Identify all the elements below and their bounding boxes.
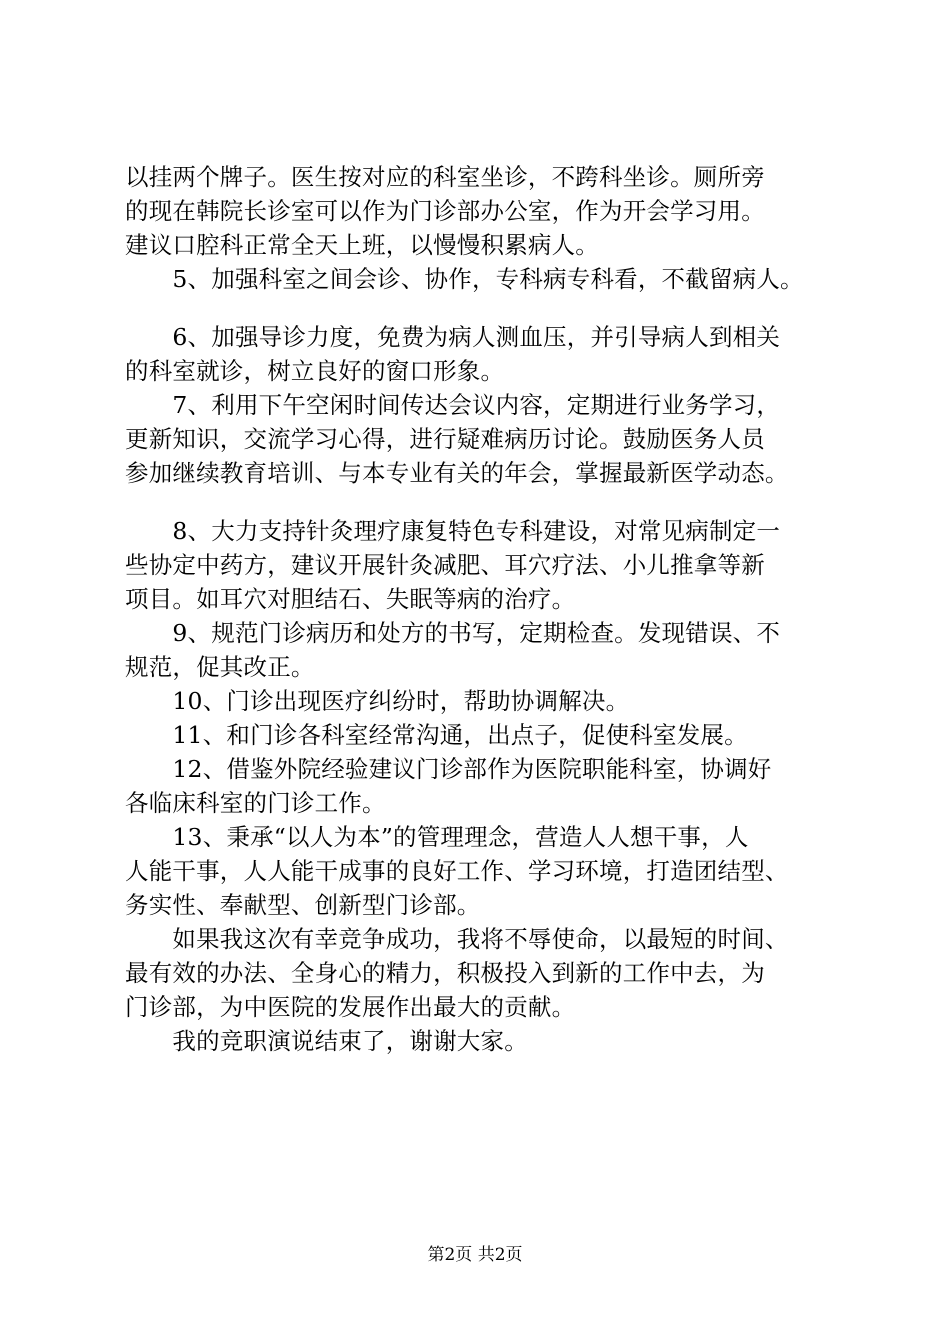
paragraph-gap <box>125 490 845 514</box>
text-line: 人能干事，人人能干成事的良好工作、学习环境，打造团结型、 <box>125 857 789 885</box>
text-line: 我的竞职演说结束了，谢谢大家。 <box>125 1027 528 1055</box>
text-line: 各临床科室的门诊工作。 <box>125 789 386 817</box>
text-line: 的现在韩院长诊室可以作为门诊部办公室，作为开会学习用。 <box>125 197 765 225</box>
text-line: 门诊部，为中医院的发展作出最大的贡献。 <box>125 993 576 1021</box>
text-line: 6、加强导诊力度，免费为病人测血压，并引导病人到相关 <box>125 323 781 351</box>
text-line: 5、加强科室之间会诊、协作，专科病专科看，不截留病人。 <box>125 265 804 293</box>
document-body <box>125 160 845 1058</box>
text-line: 11、和门诊各科室经常沟通，出点子，促使科室发展。 <box>125 721 748 749</box>
text-line: 8、大力支持针灸理疗康复特色专科建设，对常见病制定一 <box>125 517 781 545</box>
text-line: 如果我这次有幸竞争成功，我将不辱使命，以最短的时间、 <box>125 925 789 953</box>
page-number: 第2页 共2页 <box>427 1245 523 1265</box>
text-line: 更新知识，交流学习心得，进行疑难病历讨论。鼓励医务人员 <box>125 425 765 453</box>
text-line: 12、借鉴外院经验建议门诊部作为医院职能科室，协调好 <box>125 755 772 783</box>
text-line: 规范，促其改正。 <box>125 653 315 681</box>
paragraph-gap <box>125 296 845 320</box>
text-line: 的科室就诊，树立良好的窗口形象。 <box>125 357 505 385</box>
text-line: 以挂两个牌子。医生按对应的科室坐诊，不跨科坐诊。厕所旁 <box>125 163 765 191</box>
text-line: 9、规范门诊病历和处方的书写，定期检查。发现错误、不 <box>125 619 781 647</box>
page-footer <box>0 1244 950 1266</box>
text-line: 参加继续教育培训、与本专业有关的年会，掌握最新医学动态。 <box>125 459 789 487</box>
text-line: 10、门诊出现医疗纠纷时，帮助协调解决。 <box>125 687 630 715</box>
text-line: 务实性、奉献型、创新型门诊部。 <box>125 891 481 919</box>
text-line: 7、利用下午空闲时间传达会议内容，定期进行业务学习， <box>125 391 781 419</box>
text-line: 项目。如耳穴对胆结石、失眠等病的治疗。 <box>125 585 576 613</box>
text-line: 最有效的办法、全身心的精力，积极投入到新的工作中去，为 <box>125 959 765 987</box>
text-line: 些协定中药方，建议开展针灸减肥、耳穴疗法、小儿推拿等新 <box>125 551 765 579</box>
text-line: 13、秉承“以人为本”的管理理念，营造人人想干事，人 <box>125 823 749 851</box>
text-line: 建议口腔科正常全天上班，以慢慢积累病人。 <box>125 231 599 259</box>
